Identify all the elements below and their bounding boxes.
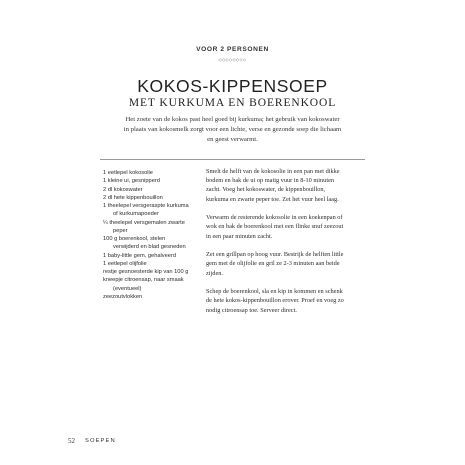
method-step [206, 287, 371, 315]
recipe-subtitle: MET KURKUMA EN BOERENKOOL [128, 97, 337, 109]
method-line: nodig citroensap toe. Serveer direct. [206, 306, 297, 314]
method-line: Schep de boerenkool, sla en kip in kommen en schenk [206, 288, 343, 296]
ingredient-item: peper [113, 227, 128, 234]
ingredient-item: verwijderd en blad gesneden [113, 244, 186, 251]
ingredient-item: 1 eetlepel olijfolie [103, 260, 147, 267]
method-line: zacht. Voeg het kokoswater, de kippenbouillon, [206, 186, 326, 194]
recipe-intro [110, 115, 355, 144]
ingredient-item: 1 baby-little gem, gehalveerd [103, 252, 177, 259]
method-line: in een paar minuten zacht. [206, 232, 273, 240]
method-step [206, 250, 371, 278]
ingredient-item: of kurkumapoeder [113, 211, 159, 218]
ingredient-item: kneepje citroensap, naar smaak [103, 277, 184, 284]
method-line: wok en bak de boerenkool met een flinke snuf zeezout [206, 223, 344, 231]
method-line: Smelt de helft van de kokosolie in een pan met dikke [206, 168, 340, 175]
method-step [206, 167, 371, 204]
method-line: kurkuma en zwarte peper toe. Zet het vuur heel laag. [206, 195, 339, 203]
method-line: gem met de olijfolie en gril ze 2-3 minuten aan beide [206, 260, 340, 268]
ingredient-item: 1 eetlepel kokosolie [103, 170, 153, 176]
ingredient-item: 1 theelepel versgeraspte kurkuma [103, 203, 189, 209]
ingredient-item: 2 dl kokoswater [103, 186, 143, 193]
method-steps [206, 167, 371, 324]
ingredient-item: 100 g boerenkool, stelen [103, 236, 166, 242]
page-number: 52 [68, 437, 75, 445]
ingredient-list [103, 169, 203, 301]
method-step [206, 213, 371, 241]
recipe-title: KOKOS-KIPPENSOEP [137, 76, 328, 96]
method-line: Verwarm de resterende kokosolie in een koekenpan of [206, 214, 343, 222]
method-line: de hete kokos-kippenbouillon erover. Proef en voeg zo [206, 297, 344, 305]
intro-line: in plaats van kokosmelk zorgt voor een lichte, verse en gezonde soep die lichaam [123, 125, 342, 133]
section-name: SOEPEN [85, 438, 116, 444]
method-line: bodem en bak de ui op matig vuur in 8-10 minuten [206, 177, 335, 185]
ingredient-item: restje gesnoesterde kip van 100 g [103, 269, 189, 275]
ingredient-item: ¼ theelepel versgemalen zwarte [103, 219, 185, 226]
method-line: zijden. [206, 269, 223, 277]
diamond-ornament-icon: ◇◇◇◇◇◇◇◇ [218, 57, 247, 62]
servings-label: VOOR 2 PERSONEN [196, 46, 269, 53]
section-divider [100, 159, 365, 160]
ingredient-item: (eventueel) [113, 285, 142, 292]
ingredient-item: zeezoutvlokken [103, 293, 143, 300]
intro-line: en geest verwarmt. [207, 135, 258, 143]
ingredient-item: 2 dl hete kippenbouillon [103, 194, 163, 201]
ingredient-item: 1 kleine ui, gesnipperd [103, 178, 160, 185]
intro-line: Het zoete van de kokos past heel goed bij kurkuma; het gebruik van kokoswater [125, 116, 340, 123]
method-line: Zet een grillpan op hoog vuur. Bestrijk de helften little [206, 251, 344, 259]
